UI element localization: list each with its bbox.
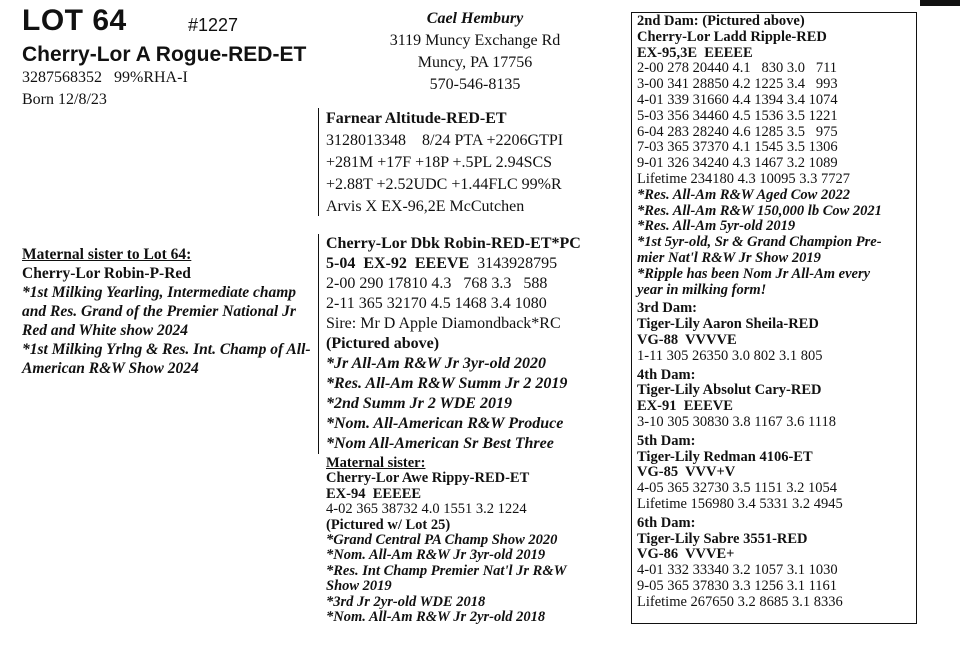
fifth-dam-record: 4-05 365 32730 3.5 1151 3.2 1054 (637, 480, 838, 497)
breeder-address-2: Muncy, PA 17756 (417, 54, 533, 71)
sixth-dam-name: Tiger-Lily Sabre 3551-RED (637, 530, 808, 547)
second-dam-record: 9-01 326 34240 4.3 1467 3.2 1089 (637, 155, 838, 172)
lot-number: #1227 (188, 15, 239, 35)
breeder-address-1: 3119 Muncy Exchange Rd (389, 32, 561, 49)
sire-line-2: +281M +17F +18P +.5PL 2.94SCS (326, 154, 553, 171)
second-dam-score: EX-95,3E EEEEE (637, 44, 753, 61)
dam-name: Cherry-Lor Dbk Robin-RED-ET*PC (326, 235, 581, 252)
sire-line-4: Arvis X EX-96,2E McCutchen (326, 198, 525, 215)
dam-sire: Sire: Mr D Apple Diamondback*RC (326, 315, 561, 332)
second-dam-record: 5-03 356 34460 4.5 1536 3.5 1221 (637, 107, 838, 124)
sire-line-3: +2.88T +2.52UDC +1.44FLC 99%R (326, 176, 562, 193)
maternal-sister-heading: Maternal sister: (326, 455, 426, 471)
second-dam-honor: *Res. All-Am R&W 150,000 lb Cow 2021 (637, 202, 882, 219)
fourth-dam-name: Tiger-Lily Absolut Cary-RED (637, 382, 822, 399)
third-dam-record: 1-11 305 26350 3.0 802 3.1 805 (637, 347, 823, 364)
cow-name: Cherry-Lor A Rogue-RED-ET (22, 43, 307, 66)
sire-line-1: 3128013348 8/24 PTA +2206GTPI (326, 132, 564, 149)
breeder-block (340, 8, 610, 96)
maternal-sister-honor: *Grand Central PA Champ Show 2020 (326, 532, 558, 549)
top-edge-bar (920, 0, 960, 6)
lot-title: LOT 64 (22, 4, 127, 37)
maternal-sister-lot-block (22, 245, 322, 378)
second-dam-heading: 2nd Dam: (Pictured above) (637, 13, 805, 29)
second-dam-record: 6-04 283 28240 4.6 1285 3.5 975 (637, 123, 838, 140)
maternal-sister-honor: *Nom. All-Am R&W Jr 2yr-old 2018 (326, 609, 546, 626)
second-dam-record: 4-01 339 31660 4.4 1394 3.4 1074 (637, 91, 838, 108)
sixth-dam-heading: 6th Dam: (637, 514, 696, 531)
fourth-dam-score: EX-91 EEEVE (637, 398, 733, 415)
second-dam-honor: mier Nat'l R&W Jr Show 2019 (637, 249, 821, 266)
third-dam-score: VG-88 VVVVE (637, 331, 737, 348)
birth-date: Born 12/8/23 (22, 91, 107, 108)
second-dam-honor: *Ripple has been Nom Jr All-Am every (637, 265, 871, 282)
third-dam-name: Tiger-Lily Aaron Sheila-RED (637, 316, 819, 333)
dam-pictured: (Pictured above) (326, 335, 440, 352)
fifth-dam-score: VG-85 VVV+V (637, 464, 736, 481)
registration-line: 3287568352 99%RHA-I (22, 69, 188, 86)
fifth-dam-heading: 5th Dam: (637, 432, 696, 449)
maternal-sister-record: 4-02 365 38732 4.0 1551 3.2 1224 (326, 501, 527, 518)
second-dam-honor: *Res. All-Am 5yr-old 2019 (637, 218, 796, 235)
maternal-sister-name: Cherry-Lor Awe Rippy-RED-ET (326, 470, 530, 487)
maternal-sister-honor: *Res. Int Champ Premier Nat'l Jr R&W (326, 562, 567, 579)
fifth-dam-lifetime: Lifetime 156980 3.4 5331 3.2 4945 (637, 495, 843, 512)
maternal-sister-pictured: (Pictured w/ Lot 25) (326, 516, 451, 533)
third-dam-heading: 3rd Dam: (637, 300, 698, 317)
maternal-sister-honor: *3rd Jr 2yr-old WDE 2018 (326, 593, 486, 610)
sire-name: Farnear Altitude-RED-ET (326, 110, 507, 127)
maternal-sister-lot-note-1: *1st Milking Yearling, Intermediate champ and Res. Grand of the Premier National Jr Red and White show 2024 (22, 284, 297, 339)
sire-block (318, 108, 626, 216)
dam-block (318, 234, 636, 454)
maternal-sister-lot-name: Cherry-Lor Robin-P-Red (22, 265, 191, 282)
dam-honor: *Nom. All-American R&W Produce (326, 415, 564, 432)
second-dam-honor: *1st 5yr-old, Sr & Grand Champion Pre- (637, 234, 882, 251)
maternal-sister-lot-heading: Maternal sister to Lot 64: (22, 246, 192, 263)
second-dam-record: 7-03 365 37370 4.1 1545 3.5 1306 (637, 139, 838, 156)
maternal-sister-honor: Show 2019 (326, 578, 392, 595)
breeder-phone: 570-546-8135 (429, 76, 521, 93)
sixth-dam-record-1: 4-01 332 33340 3.2 1057 3.1 1030 (637, 562, 838, 579)
second-dam-honor: *Res. All-Am R&W Aged Cow 2022 (637, 186, 850, 203)
fifth-dam-name: Tiger-Lily Redman 4106-ET (637, 448, 813, 465)
dam-honor: *2nd Summ Jr 2 WDE 2019 (326, 395, 512, 412)
sixth-dam-record-2: 9-05 365 37830 3.3 1256 3.1 1161 (637, 577, 838, 594)
maternal-sister-honor: *Nom. All-Am R&W Jr 3yr-old 2019 (326, 547, 546, 564)
dam-score: 5-04 EX-92 EEEVE (326, 255, 470, 272)
dam-record-2: 2-11 365 32170 4.5 1468 3.4 1080 (326, 295, 547, 312)
maternal-sister-block (326, 456, 626, 625)
maternal-sister-lot-note-2: *1st Milking Yrlng & Res. Int. Champ of All-American R&W Show 2024 (22, 341, 311, 377)
dam-honor: *Nom All-American Sr Best Three (326, 435, 554, 452)
second-dam-lifetime: Lifetime 234180 4.3 10095 3.3 7727 (637, 170, 851, 187)
second-dam-record: 3-00 341 28850 4.2 1225 3.4 993 (637, 76, 838, 93)
dam-honor: *Res. All-Am R&W Summ Jr 2 2019 (326, 375, 568, 392)
dam-record-1: 2-00 290 17810 4.3 768 3.3 588 (326, 275, 548, 292)
fourth-dam-heading: 4th Dam: (637, 366, 696, 383)
breeder-name: Cael Hembury (426, 10, 524, 27)
maternal-sister-score: EX-94 EEEEE (326, 485, 422, 502)
fourth-dam-record: 3-10 305 30830 3.8 1167 3.6 1118 (637, 413, 836, 430)
sixth-dam-lifetime: Lifetime 267650 3.2 8685 3.1 8336 (637, 593, 843, 610)
second-dam-record: 2-00 278 20440 4.1 830 3.0 711 (637, 60, 838, 77)
dam-pedigree-column (637, 14, 927, 610)
dam-registration: 3143928795 (477, 255, 558, 272)
dam-honor: *Jr All-Am R&W Jr 3yr-old 2020 (326, 355, 547, 372)
second-dam-honor: year in milking form! (637, 281, 767, 298)
second-dam-name: Cherry-Lor Ladd Ripple-RED (637, 28, 827, 45)
sixth-dam-score: VG-86 VVVE+ (637, 546, 735, 563)
